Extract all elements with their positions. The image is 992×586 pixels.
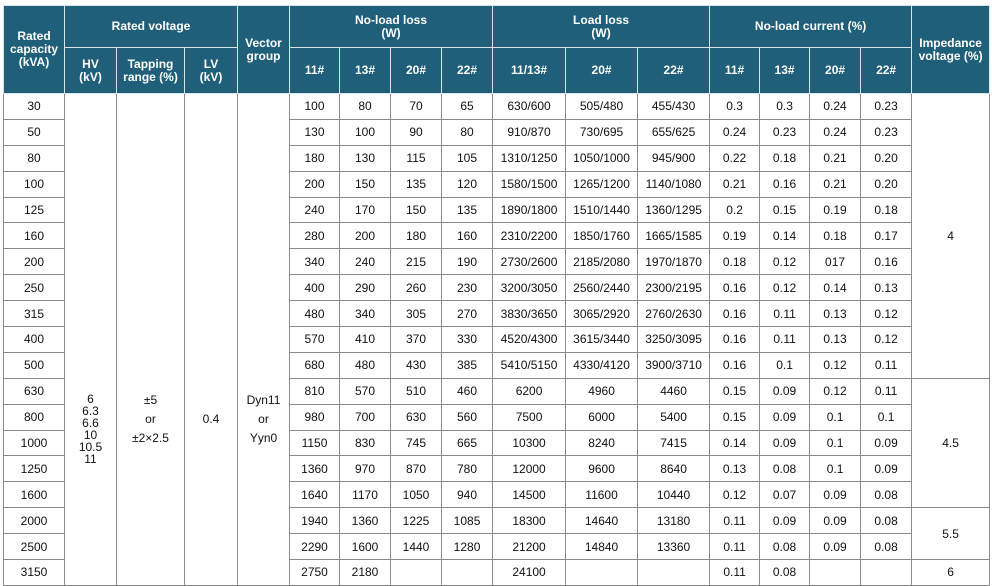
no-load-loss-cell: 100: [290, 94, 340, 120]
hv-value: 6: [87, 392, 94, 407]
no-load-loss-cell: 510: [391, 378, 442, 404]
no-load-current-cell: 0.08: [760, 456, 810, 482]
no-load-current-cell: 0.21: [710, 171, 760, 197]
no-load-loss-cell: 665: [442, 430, 493, 456]
load-loss-cell: 6200: [493, 378, 566, 404]
no-load-loss-cell: 1360: [340, 508, 391, 534]
no-load-current-cell: 0.09: [861, 456, 912, 482]
no-load-loss-cell: 115: [391, 145, 442, 171]
no-load-loss-cell: [442, 560, 493, 586]
no-load-loss-cell: 150: [391, 197, 442, 223]
no-load-loss-cell: 630: [391, 404, 442, 430]
no-load-current-cell: 0.12: [861, 301, 912, 327]
header-nll-11: 11#: [290, 48, 340, 94]
no-load-current-cell: 017: [810, 249, 861, 275]
no-load-current-cell: 0.09: [861, 430, 912, 456]
load-loss-cell: 10440: [638, 482, 710, 508]
no-load-current-cell: 0.09: [810, 534, 861, 560]
header-ll-22: 22#: [638, 48, 710, 94]
no-load-loss-cell: 340: [340, 301, 391, 327]
load-loss-cell: 2310/2200: [493, 223, 566, 249]
load-loss-cell: 3615/3440: [566, 327, 638, 353]
vector-group-value: or: [258, 412, 269, 427]
no-load-loss-cell: 870: [391, 456, 442, 482]
no-load-loss-cell: 305: [391, 301, 442, 327]
tapping-value: ±5: [143, 393, 158, 408]
load-loss-cell: 14500: [493, 482, 566, 508]
no-load-current-cell: 0.12: [760, 275, 810, 301]
transformer-spec-table: [3, 5, 990, 586]
no-load-loss-cell: 270: [442, 301, 493, 327]
header-rated-voltage: Rated voltage: [65, 6, 238, 48]
no-load-current-cell: 0.18: [810, 223, 861, 249]
no-load-loss-cell: 130: [290, 119, 340, 145]
no-load-current-cell: 0.09: [760, 404, 810, 430]
load-loss-cell: 8240: [566, 430, 638, 456]
no-load-loss-cell: 280: [290, 223, 340, 249]
no-load-current-cell: 0.18: [710, 249, 760, 275]
no-load-current-cell: 0.19: [810, 197, 861, 223]
no-load-loss-cell: 940: [442, 482, 493, 508]
no-load-loss-cell: 480: [290, 301, 340, 327]
no-load-current-cell: 0.11: [861, 378, 912, 404]
load-loss-cell: 4960: [566, 378, 638, 404]
no-load-current-cell: 0.09: [810, 482, 861, 508]
no-load-current-cell: 0.17: [861, 223, 912, 249]
no-load-loss-cell: 970: [340, 456, 391, 482]
load-loss-cell: 2300/2195: [638, 275, 710, 301]
load-loss-cell: 945/900: [638, 145, 710, 171]
no-load-current-cell: 0.16: [710, 352, 760, 378]
load-loss-cell: 2730/2600: [493, 249, 566, 275]
vector-group-value: Yyn0: [249, 431, 278, 446]
no-load-loss-cell: 340: [290, 249, 340, 275]
capacity-cell: 80: [4, 145, 65, 171]
header-lv: LV (kV): [185, 48, 238, 94]
load-loss-cell: 3250/3095: [638, 327, 710, 353]
no-load-loss-cell: 780: [442, 456, 493, 482]
impedance-voltage-cell: 6: [912, 560, 990, 586]
no-load-loss-cell: 70: [391, 94, 442, 120]
no-load-loss-cell: 700: [340, 404, 391, 430]
no-load-loss-cell: 430: [391, 352, 442, 378]
header-nlc-11: 11#: [710, 48, 760, 94]
no-load-loss-cell: 160: [442, 223, 493, 249]
no-load-current-cell: 0.16: [710, 301, 760, 327]
no-load-current-cell: 0.07: [760, 482, 810, 508]
no-load-loss-cell: 190: [442, 249, 493, 275]
header-impedance-voltage: Impedance voltage (%): [912, 6, 990, 94]
no-load-loss-cell: 200: [290, 171, 340, 197]
load-loss-cell: 14640: [566, 508, 638, 534]
no-load-current-cell: 0.16: [710, 275, 760, 301]
vector-group-value: Dyn11: [246, 393, 281, 408]
no-load-loss-cell: 480: [340, 352, 391, 378]
no-load-loss-cell: 980: [290, 404, 340, 430]
load-loss-cell: 4330/4120: [566, 352, 638, 378]
load-loss-cell: 5400: [638, 404, 710, 430]
capacity-cell: 630: [4, 378, 65, 404]
no-load-loss-cell: 80: [340, 94, 391, 120]
no-load-loss-cell: 90: [391, 119, 442, 145]
no-load-current-cell: 0.23: [861, 119, 912, 145]
load-loss-cell: 7415: [638, 430, 710, 456]
no-load-current-cell: [861, 560, 912, 586]
no-load-loss-cell: 170: [340, 197, 391, 223]
load-loss-cell: 9600: [566, 456, 638, 482]
header-nlc-22: 22#: [861, 48, 912, 94]
load-loss-cell: 2185/2080: [566, 249, 638, 275]
no-load-current-cell: 0.08: [760, 560, 810, 586]
capacity-cell: 100: [4, 171, 65, 197]
load-loss-cell: 2760/2630: [638, 301, 710, 327]
no-load-loss-cell: 1085: [442, 508, 493, 534]
no-load-loss-cell: 1170: [340, 482, 391, 508]
no-load-current-cell: 0.11: [760, 301, 810, 327]
no-load-loss-cell: 1280: [442, 534, 493, 560]
load-loss-cell: [566, 560, 638, 586]
header-no-load-loss: No-load loss (W): [290, 6, 493, 48]
no-load-loss-cell: 410: [340, 327, 391, 353]
load-loss-cell: 3065/2920: [566, 301, 638, 327]
load-loss-cell: 6000: [566, 404, 638, 430]
hv-value: 11: [84, 452, 97, 467]
no-load-current-cell: 0.12: [710, 482, 760, 508]
no-load-current-cell: 0.2: [710, 197, 760, 223]
no-load-loss-cell: 1225: [391, 508, 442, 534]
capacity-cell: 2500: [4, 534, 65, 560]
header-tapping-range: Tapping range (%): [117, 48, 185, 94]
no-load-current-cell: 0.21: [810, 145, 861, 171]
no-load-current-cell: 0.14: [810, 275, 861, 301]
no-load-loss-cell: 200: [340, 223, 391, 249]
capacity-cell: 315: [4, 301, 65, 327]
header-ll-20: 20#: [566, 48, 638, 94]
no-load-loss-cell: 400: [290, 275, 340, 301]
no-load-current-cell: 0.23: [861, 94, 912, 120]
header-nlc-20: 20#: [810, 48, 861, 94]
load-loss-cell: 4460: [638, 378, 710, 404]
no-load-loss-cell: 180: [290, 145, 340, 171]
tapping-range-cell: [117, 94, 185, 586]
no-load-loss-cell: 180: [391, 223, 442, 249]
table-row: [4, 94, 990, 120]
no-load-loss-cell: 290: [340, 275, 391, 301]
no-load-loss-cell: 1440: [391, 534, 442, 560]
no-load-loss-cell: 100: [340, 119, 391, 145]
header-nll-20: 20#: [391, 48, 442, 94]
load-loss-cell: 8640: [638, 456, 710, 482]
tapping-value: ±2×2.5: [132, 431, 169, 446]
no-load-current-cell: 0.18: [861, 197, 912, 223]
header-load-loss: Load loss (W): [493, 6, 710, 48]
load-loss-cell: 1890/1800: [493, 197, 566, 223]
no-load-current-cell: 0.12: [760, 249, 810, 275]
no-load-current-cell: 0.08: [760, 534, 810, 560]
no-load-current-cell: 0.1: [861, 404, 912, 430]
load-loss-cell: 730/695: [566, 119, 638, 145]
no-load-loss-cell: 830: [340, 430, 391, 456]
no-load-loss-cell: 150: [340, 171, 391, 197]
no-load-current-cell: 0.11: [710, 508, 760, 534]
no-load-current-cell: 0.15: [710, 378, 760, 404]
capacity-cell: 125: [4, 197, 65, 223]
capacity-cell: 1000: [4, 430, 65, 456]
no-load-current-cell: 0.1: [760, 352, 810, 378]
capacity-cell: 1250: [4, 456, 65, 482]
load-loss-cell: 1580/1500: [493, 171, 566, 197]
no-load-loss-cell: 385: [442, 352, 493, 378]
header-nlc-13: 13#: [760, 48, 810, 94]
no-load-loss-cell: 1600: [340, 534, 391, 560]
no-load-current-cell: 0.08: [861, 482, 912, 508]
load-loss-cell: 655/625: [638, 119, 710, 145]
load-loss-cell: 4520/4300: [493, 327, 566, 353]
load-loss-cell: 1265/1200: [566, 171, 638, 197]
load-loss-cell: 10300: [493, 430, 566, 456]
no-load-loss-cell: 240: [340, 249, 391, 275]
no-load-current-cell: 0.13: [861, 275, 912, 301]
load-loss-cell: 5410/5150: [493, 352, 566, 378]
no-load-current-cell: 0.12: [861, 327, 912, 353]
no-load-loss-cell: 80: [442, 119, 493, 145]
load-loss-cell: 13360: [638, 534, 710, 560]
capacity-cell: 250: [4, 275, 65, 301]
capacity-cell: 30: [4, 94, 65, 120]
load-loss-cell: 1665/1585: [638, 223, 710, 249]
capacity-cell: 200: [4, 249, 65, 275]
no-load-current-cell: 0.19: [710, 223, 760, 249]
load-loss-cell: 505/480: [566, 94, 638, 120]
no-load-current-cell: 0.3: [760, 94, 810, 120]
load-loss-cell: 1310/1250: [493, 145, 566, 171]
no-load-loss-cell: 2290: [290, 534, 340, 560]
no-load-loss-cell: 215: [391, 249, 442, 275]
no-load-loss-cell: 460: [442, 378, 493, 404]
no-load-loss-cell: 2180: [340, 560, 391, 586]
no-load-loss-cell: 65: [442, 94, 493, 120]
no-load-current-cell: 0.1: [810, 404, 861, 430]
header-nll-22: 22#: [442, 48, 493, 94]
load-loss-cell: 1970/1870: [638, 249, 710, 275]
no-load-current-cell: 0.12: [810, 352, 861, 378]
capacity-cell: 800: [4, 404, 65, 430]
no-load-loss-cell: 105: [442, 145, 493, 171]
no-load-loss-cell: 120: [442, 171, 493, 197]
header-no-load-current: No-load current (%): [710, 6, 912, 48]
load-loss-cell: 3200/3050: [493, 275, 566, 301]
vector-group-cell: [238, 94, 290, 586]
no-load-current-cell: 0.18: [760, 145, 810, 171]
capacity-cell: 1600: [4, 482, 65, 508]
header-vector-group: Vector group: [238, 6, 290, 94]
no-load-loss-cell: 1050: [391, 482, 442, 508]
load-loss-cell: 1050/1000: [566, 145, 638, 171]
no-load-current-cell: 0.08: [861, 508, 912, 534]
load-loss-cell: 1140/1080: [638, 171, 710, 197]
header-ll-11-13: 11/13#: [493, 48, 566, 94]
no-load-current-cell: 0.13: [810, 327, 861, 353]
no-load-current-cell: 0.16: [710, 327, 760, 353]
no-load-loss-cell: 1150: [290, 430, 340, 456]
capacity-cell: 50: [4, 119, 65, 145]
no-load-current-cell: 0.13: [810, 301, 861, 327]
no-load-current-cell: 0.11: [861, 352, 912, 378]
no-load-current-cell: 0.12: [810, 378, 861, 404]
load-loss-cell: 12000: [493, 456, 566, 482]
no-load-current-cell: [810, 560, 861, 586]
hv-value: 6.3: [82, 404, 99, 419]
capacity-cell: 500: [4, 352, 65, 378]
no-load-loss-cell: 1360: [290, 456, 340, 482]
no-load-current-cell: 0.22: [710, 145, 760, 171]
no-load-current-cell: 0.3: [710, 94, 760, 120]
lv-cell: 0.4: [185, 94, 238, 586]
load-loss-cell: 910/870: [493, 119, 566, 145]
no-load-loss-cell: 570: [290, 327, 340, 353]
no-load-loss-cell: 370: [391, 327, 442, 353]
no-load-current-cell: 0.15: [760, 197, 810, 223]
hv-value: 10.5: [78, 440, 103, 455]
no-load-current-cell: 0.11: [710, 560, 760, 586]
load-loss-cell: 18300: [493, 508, 566, 534]
no-load-current-cell: 0.08: [861, 534, 912, 560]
no-load-current-cell: 0.16: [861, 249, 912, 275]
header-rated-capacity: Rated capacity (kVA): [4, 6, 65, 94]
no-load-current-cell: 0.20: [861, 145, 912, 171]
load-loss-cell: 21200: [493, 534, 566, 560]
no-load-loss-cell: [391, 560, 442, 586]
no-load-current-cell: 0.09: [760, 378, 810, 404]
load-loss-cell: 24100: [493, 560, 566, 586]
capacity-cell: 160: [4, 223, 65, 249]
no-load-loss-cell: 745: [391, 430, 442, 456]
no-load-loss-cell: 570: [340, 378, 391, 404]
impedance-voltage-cell: 4.5: [912, 378, 990, 507]
load-loss-cell: 13180: [638, 508, 710, 534]
no-load-current-cell: 0.1: [810, 456, 861, 482]
no-load-current-cell: 0.09: [810, 508, 861, 534]
no-load-current-cell: 0.09: [760, 508, 810, 534]
capacity-cell: 3150: [4, 560, 65, 586]
no-load-current-cell: 0.15: [710, 404, 760, 430]
no-load-current-cell: 0.14: [710, 430, 760, 456]
no-load-current-cell: 0.1: [810, 430, 861, 456]
capacity-cell: 400: [4, 327, 65, 353]
load-loss-cell: 2560/2440: [566, 275, 638, 301]
header-nll-13: 13#: [340, 48, 391, 94]
no-load-current-cell: 0.11: [760, 327, 810, 353]
no-load-current-cell: 0.11: [710, 534, 760, 560]
load-loss-cell: 630/600: [493, 94, 566, 120]
capacity-cell: 2000: [4, 508, 65, 534]
no-load-loss-cell: 130: [340, 145, 391, 171]
no-load-current-cell: 0.14: [760, 223, 810, 249]
load-loss-cell: 14840: [566, 534, 638, 560]
no-load-loss-cell: 680: [290, 352, 340, 378]
no-load-loss-cell: 560: [442, 404, 493, 430]
no-load-current-cell: 0.24: [810, 94, 861, 120]
no-load-loss-cell: 1940: [290, 508, 340, 534]
no-load-current-cell: 0.16: [760, 171, 810, 197]
no-load-current-cell: 0.09: [760, 430, 810, 456]
hv-value: 6.6: [82, 416, 99, 431]
no-load-loss-cell: 1640: [290, 482, 340, 508]
no-load-current-cell: 0.24: [810, 119, 861, 145]
no-load-loss-cell: 135: [391, 171, 442, 197]
load-loss-cell: 3830/3650: [493, 301, 566, 327]
no-load-current-cell: 0.20: [861, 171, 912, 197]
no-load-loss-cell: 260: [391, 275, 442, 301]
load-loss-cell: 1510/1440: [566, 197, 638, 223]
no-load-loss-cell: 2750: [290, 560, 340, 586]
load-loss-cell: 3900/3710: [638, 352, 710, 378]
no-load-loss-cell: 810: [290, 378, 340, 404]
load-loss-cell: [638, 560, 710, 586]
no-load-current-cell: 0.21: [810, 171, 861, 197]
no-load-loss-cell: 230: [442, 275, 493, 301]
hv-cell: [65, 94, 117, 586]
load-loss-cell: 7500: [493, 404, 566, 430]
no-load-loss-cell: 240: [290, 197, 340, 223]
no-load-current-cell: 0.24: [710, 119, 760, 145]
load-loss-cell: 11600: [566, 482, 638, 508]
no-load-current-cell: 0.23: [760, 119, 810, 145]
impedance-voltage-cell: 5.5: [912, 508, 990, 560]
hv-value: 10: [83, 428, 98, 443]
no-load-loss-cell: 135: [442, 197, 493, 223]
tapping-value: or: [145, 412, 156, 427]
no-load-current-cell: 0.13: [710, 456, 760, 482]
load-loss-cell: 1850/1760: [566, 223, 638, 249]
load-loss-cell: 1360/1295: [638, 197, 710, 223]
header-hv: HV (kV): [65, 48, 117, 94]
impedance-voltage-cell: 4: [912, 94, 990, 379]
load-loss-cell: 455/430: [638, 94, 710, 120]
no-load-loss-cell: 330: [442, 327, 493, 353]
